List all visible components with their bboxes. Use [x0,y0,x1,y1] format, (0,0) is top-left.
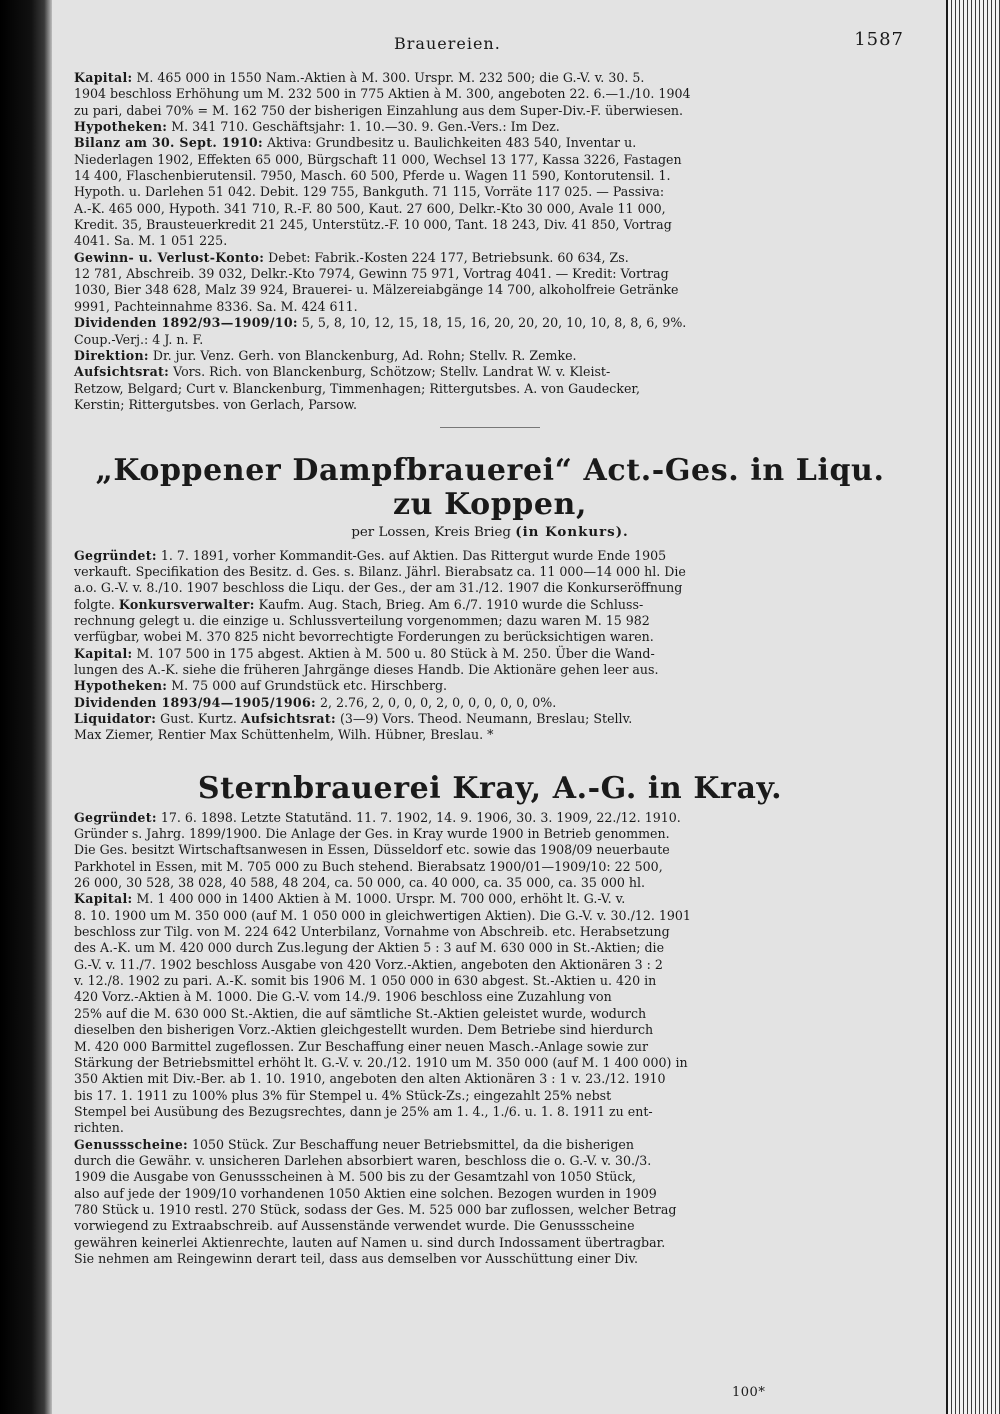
running-title: Brauereien. [394,34,501,53]
text-line [74,1039,906,1055]
text-line [74,859,906,875]
text-line [74,1186,906,1202]
text-line [74,1022,906,1038]
entry-text: v. 12./8. 1902 zu pari. A.-K. somit bis 1906 M. 1 050 000 in 630 abgest. St.-Aktien u. 420 in [74,973,657,989]
entry-text: Max Ziemer, Rentier Max Schüttenhelm, Wilh. Hübner, Breslau. * [74,727,494,743]
text-line [74,580,906,596]
entry-label: Direktion: [74,347,149,363]
text-line [74,135,906,151]
entry-label: Gegründet: [74,547,157,563]
entry-text: Stempel bei Ausübung des Bezugsrechtes, dann je 25% am 1. 4., 1./6. u. 1. 8. 1911 zu ent- [74,1103,653,1119]
text-line [74,727,906,743]
entry-text: vorwiegend zu Extraabschreib. auf Aussenstände verwendet wurde. Die Genussscheine [74,1218,635,1234]
text-line [74,184,906,200]
entry-text: 420 Vorz.-Aktien à M. 1000. Die G.-V. vom 14./9. 1906 beschloss eine Zuzahlung von [74,989,612,1005]
text-line [74,973,906,989]
text-line [74,1251,906,1267]
entry-text: also auf jede der 1909/10 vorhandenen 1050 Aktien eine solchen. Bezogen wurden in 1909 [74,1185,657,1201]
entry-text: durch die Gewähr. v. unsicheren Darlehen absorbiert waren, beschloss die o. G.-V. v. 30./3. [74,1152,652,1168]
text-line [74,678,906,694]
text-line [74,826,906,842]
text-line [74,989,906,1005]
entry-text: verkauft. Specifikation des Besitz. d. Ges. s. Bilanz. Jährl. Bierabsatz ca. 11 000—14 000 hl. Die [74,563,686,579]
entry-text: Hypoth. u. Darlehen 51 042. Debit. 129 755, Bankguth. 71 115, Vorräte 117 025. — Passiva: [74,184,665,200]
entry-text: Kredit. 35, Brausteuerkredit 21 245, Unterstütz.-F. 10 000, Tant. 18 243, Div. 41 850, Vortrag [74,217,672,233]
text-line [74,86,906,102]
entry-text: 780 Stück u. 1910 restl. 270 Stück, sodass der Ges. M. 525 000 bar zuflossen, welcher Betrag [74,1201,677,1217]
text-line [74,646,906,662]
text-line [74,152,906,168]
text-line [74,1071,906,1087]
entry-text: Aktiva: Grundbesitz u. Baulichkeiten 483 540, Inventar u. [262,135,637,151]
entry-text: folgte. [74,596,119,612]
entry-text: M. 75 000 auf Grundstück etc. Hirschberg. [167,678,448,694]
entry-text: 5, 5, 8, 10, 12, 15, 18, 15, 16, 20, 20, 20, 10, 10, 8, 8, 6, 9%. [297,315,687,331]
section-sternbrauerei-body [74,810,906,1268]
text-line [74,597,906,613]
entry-text: beschloss zur Tilg. von M. 224 642 Unterbilanz, Vornahme von Abschreib. etc. Herabsetzung [74,924,670,940]
entry-text: Kerstin; Rittergutsbes. von Gerlach, Parsow. [74,396,358,412]
entry-text: Coup.-Verj.: 4 J. n. F. [74,331,204,347]
text-line [74,348,906,364]
entry-text: Niederlagen 1902, Effekten 65 000, Bürgschaft 11 000, Wechsel 13 177, Kassa 3226, Fastagen [74,151,682,167]
entry-label: Kapital: [74,70,133,85]
text-line [74,564,906,580]
section-title-koppener: „Koppener Dampfbrauerei“ Act.-Ges. in Liqu. zu Koppen, [95,453,885,523]
entry-text: richten. [74,1120,124,1136]
entry-label: Dividenden 1893/94—1905/1906: [74,694,316,710]
running-header [74,30,906,58]
entry-text: G.-V. v. 11./7. 1902 beschloss Ausgabe von 420 Vorz.-Aktien, angeboten den Aktionären 3 : 2 [74,956,663,972]
entry-text: 14 400, Flaschenbierutensil. 7950, Masch. 60 500, Pferde u. Wagen 11 590, Kontorutensil. 1. [74,168,671,184]
section-brewery-entry-continued [74,70,906,413]
entry-text: Gründer s. Jahrg. 1899/1900. Die Anlage der Ges. in Kray wurde 1900 in Betrieb genommen. [74,826,670,842]
subtitle-location: per Lossen, Kreis Brieg [351,525,516,541]
entry-text: 350 Aktien mit Div.-Ber. ab 1. 10. 1910, angeboten den alten Aktionären 3 : 1 v. 23./12. 1910 [74,1071,666,1087]
entry-label: Genussscheine: [74,1136,188,1152]
entry-text: M. 465 000 in 1550 Nam.-Aktien à M. 300. Urspr. M. 232 500; die G.-V. v. 30. 5. [132,70,645,85]
page-content [74,30,906,1267]
text-line [74,924,906,940]
entry-text: Gust. Kurtz. [156,711,241,726]
entry-text: gewähren keinerlei Aktienrechte, lauten auf Namen u. sind durch Indossament übertragbar. [74,1234,666,1250]
entry-label: Gegründet: [74,809,157,825]
text-line [74,1169,906,1185]
text-line [74,1137,906,1153]
entry-text: 4041. Sa. M. 1 051 225. [74,233,228,249]
text-line [74,842,906,858]
text-line [74,908,906,924]
text-line [74,217,906,233]
entry-text: M. 1 400 000 in 1400 Aktien à M. 1000. Urspr. M. 700 000, erhöht lt. G.-V. v. [132,891,626,907]
entry-text: 12 781, Abschreib. 39 032, Delkr.-Kto 7974, Gewinn 75 971, Vortrag 4041. — Kredit: Vortrag [74,266,669,282]
text-line [74,1218,906,1234]
text-line [74,168,906,184]
entry-text: Parkhotel in Essen, mit M. 705 000 zu Buch stehend. Bierabsatz 1900/01—1909/10: 22 500, [74,858,663,874]
text-line [74,629,906,645]
text-line [74,397,906,413]
entry-text: 2, 2.76, 2, 0, 0, 0, 2, 0, 0, 0, 0, 0, 0%. [315,694,557,710]
text-line [74,875,906,891]
entry-label: Hypotheken: [74,119,168,135]
subtitle-status: (in Konkurs). [515,524,629,541]
entry-text: 1904 beschloss Erhöhung um M. 232 500 in 775 Aktien à M. 300, angeboten 22. 6.—1./10. 1904 [74,86,691,102]
entry-text: Dr. jur. Venz. Gerh. von Blanckenburg, Ad. Rohn; Stellv. R. Zemke. [148,347,577,363]
section-divider [440,427,540,428]
entry-text: 9991, Pachteinnahme 8336. Sa. M. 424 611. [74,298,358,314]
entry-text: M. 107 500 in 175 abgest. Aktien à M. 500 u. 80 Stück à M. 250. Über die Wand- [132,645,655,661]
entry-label: Aufsichtsrat: [74,364,170,380]
text-line [74,957,906,973]
text-line [74,613,906,629]
entry-label: Liquidator: [74,711,157,726]
text-line [74,364,906,380]
text-line [74,250,906,266]
entry-text: zu pari, dabei 70% = M. 162 750 der bisherigen Einzahlung aus dem Super-Div.-F. überwiesen. [74,102,684,118]
text-line [74,662,906,678]
entry-text: dieselben den bisherigen Vorz.-Aktien gleichgestellt wurden. Dem Betriebe sind hierdurch [74,1022,654,1038]
entry-text: 17. 6. 1898. Letzte Statutänd. 11. 7. 1902, 14. 9. 1906, 30. 3. 1909, 22./12. 1910. [156,809,681,825]
section-title-sternbrauerei: Sternbrauerei Kray, A.-G. in Kray. [197,770,783,806]
entry-text: verfügbar, wobei M. 370 825 nicht bevorrechtigte Forderungen zu berücksichtigen waren. [74,629,654,645]
entry-text: (3—9) Vors. Theod. Neumann, Breslau; Stellv. [335,711,633,726]
entry-text: 8. 10. 1900 um M. 350 000 (auf M. 1 050 000 in gleichwertigen Aktien). Die G.-V. v. 30./12. 1901 [74,907,691,923]
text-line [74,299,906,315]
entry-label: Gewinn- u. Verlust-Konto: [74,249,265,265]
section-subtitle-koppener [74,524,906,541]
entry-label: Dividenden 1892/93—1909/10: [74,315,298,331]
entry-text: lungen des A.-K. siehe die früheren Jahrgänge dieses Handb. Die Aktionäre gehen leer aus. [74,661,659,677]
text-line [74,548,906,564]
text-line [74,891,906,907]
entry-text: Stärkung der Betriebsmittel erhöht lt. G.-V. v. 20./12. 1910 um M. 350 000 (auf M. 1 400 000) in [74,1054,688,1070]
text-line [74,233,906,249]
section-koppener-body [74,548,906,744]
entry-text: 1050 Stück. Zur Beschaffung neuer Betriebsmittel, da die bisherigen [188,1136,634,1152]
text-line [74,1235,906,1251]
page-number: 1587 [854,29,904,50]
text-line [74,119,906,135]
entry-text: Die Ges. besitzt Wirtschaftsanwesen in Essen, Düsseldorf etc. sowie das 1908/09 neuerbaute [74,842,670,858]
signature-mark: 100* [732,1385,766,1400]
entry-text: des A.-K. um M. 420 000 durch Zus.legung der Aktien 5 : 3 auf M. 630 000 in St.-Aktien; die [74,940,665,956]
entry-text: M. 341 710. Geschäftsjahr: 1. 10.—30. 9. Gen.-Vers.: Im Dez. [167,119,560,135]
text-line [74,332,906,348]
text-line [74,381,906,397]
text-line [74,711,906,727]
entry-text: a.o. G.-V. v. 8./10. 1907 beschloss die Liqu. der Ges., der am 31./12. 1907 die Konkurseröffnung [74,580,683,596]
entry-text: Vors. Rich. von Blanckenburg, Schötzow; Stellv. Landrat W. v. Kleist- [169,364,611,380]
text-line [74,266,906,282]
entry-label: Hypotheken: [74,678,168,694]
entry-label: Kapital: [74,891,133,907]
entry-text: Sie nehmen am Reingewinn derart teil, dass aus demselben vor Ausschüttung einer Div. [74,1250,639,1266]
text-line [74,1153,906,1169]
entry-text: 1909 die Ausgabe von Genussscheinen à M. 500 bis zu der Gesamtzahl von 1050 Stück, [74,1169,637,1185]
book-gutter [0,0,52,1414]
page-sheet [52,0,948,1414]
entry-text: Kaufm. Aug. Stach, Brieg. Am 6./7. 1910 wurde die Schluss- [254,596,644,612]
text-line [74,315,906,331]
entry-text: 26 000, 30 528, 38 028, 40 588, 48 204, ca. 50 000, ca. 40 000, ca. 35 000, ca. 35 000 hl. [74,875,646,891]
entry-text: rechnung gelegt u. die einzige u. Schlussverteilung vorgenommen; dazu waren M. 15 982 [74,612,650,628]
entry-text: 1. 7. 1891, vorher Kommandit-Ges. auf Aktien. Das Rittergut wurde Ende 1905 [156,547,667,563]
entry-text: 25% auf die M. 630 000 St.-Aktien, die auf sämtliche St.-Aktien geleistet wurde, wodurch [74,1005,647,1021]
entry-label: Konkursverwalter: [118,596,255,612]
entry-text: A.-K. 465 000, Hypoth. 341 710, R.-F. 80 500, Kaut. 27 600, Delkr.-Kto 30 000, Avale 11 000, [74,200,666,216]
text-line [74,1120,906,1136]
entry-label: Aufsichtsrat: [240,711,336,726]
text-line [74,1088,906,1104]
text-line [74,70,906,86]
text-line [74,1055,906,1071]
page-edge-stack [946,0,1000,1414]
text-line [74,695,906,711]
entry-text: bis 17. 1. 1911 zu 100% plus 3% für Stempel u. 4% Stück-Zs.; eingezahlt 25% nebst [74,1087,612,1103]
text-line [74,940,906,956]
text-line [74,1202,906,1218]
entry-text: 1030, Bier 348 628, Malz 39 924, Brauerei- u. Mälzereiabgänge 14 700, alkoholfreie Getränke [74,282,679,298]
entry-text: M. 420 000 Barmittel zugeflossen. Zur Beschaffung einer neuen Masch.-Anlage sowie zur [74,1038,648,1054]
text-line [74,103,906,119]
text-line [74,201,906,217]
text-line [74,1006,906,1022]
entry-text: Debet: Fabrik.-Kosten 224 177, Betriebsunk. 60 634, Zs. [264,249,629,265]
entry-text: Retzow, Belgard; Curt v. Blanckenburg, Timmenhagen; Rittergutsbes. A. von Gaudecker, [74,380,641,396]
text-line [74,282,906,298]
entry-label: Kapital: [74,645,133,661]
text-line [74,810,906,826]
text-line [74,1104,906,1120]
entry-label: Bilanz am 30. Sept. 1910: [74,135,263,151]
